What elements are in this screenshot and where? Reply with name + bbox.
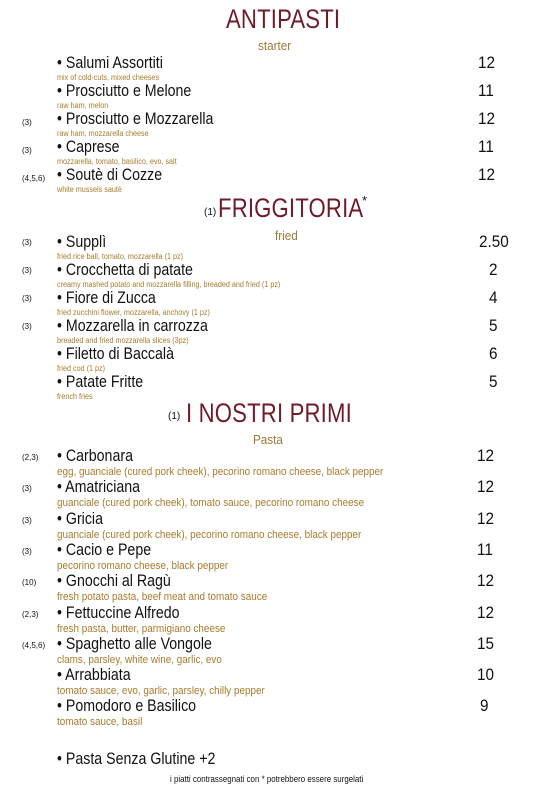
gluten-free-pasta-item: • Pasta Senza Glutine +2 [57, 750, 216, 768]
menu-item-description: guanciale (cured pork cheek), pecorino romano cheese, black pepper [57, 528, 362, 541]
section-title-primi: I NOSTRI PRIMI [186, 398, 352, 428]
menu-item-allergens: (3) [22, 266, 32, 275]
menu-item-name: • Fettuccine Alfredo [57, 603, 180, 622]
menu-item-description: white mussels sautè [57, 185, 122, 194]
menu-item-name: • Gricia [57, 509, 103, 528]
menu-item-name: • Caprese [57, 138, 120, 156]
menu-item-allergens: (3) [22, 294, 32, 303]
menu-item-price: 6 [489, 344, 498, 363]
menu-item-price: 11 [477, 539, 493, 559]
menu-item-price: 11 [478, 137, 494, 156]
menu-item-allergens: (4,5,6) [22, 640, 46, 650]
section-title-antipasti: ANTIPASTI [226, 4, 341, 34]
menu-item-description: guanciale (cured pork cheek), tomato sauce, pecorino romano cheese [57, 497, 365, 510]
menu-item-price: 5 [489, 316, 498, 335]
menu-item-price: 15 [477, 633, 495, 653]
menu-item-name: • Prosciutto e Melone [57, 82, 192, 100]
menu-item-description: creamy mashed potato and mozzarella filling, breaded and fried (1 pz) [57, 280, 281, 289]
menu-item-price: 5 [489, 372, 498, 391]
menu-item-description: pecorino romano cheese, black pepper [57, 559, 229, 572]
menu-item-price: 12 [477, 508, 495, 528]
menu-item-description: tomato sauce, evo, garlic, parsley, chilly pepper [57, 685, 265, 698]
menu-item-description: french fries [57, 392, 93, 401]
menu-item-allergens: (4,5,6) [22, 174, 46, 183]
menu-item-name: • Soutè di Cozze [57, 166, 163, 184]
menu-item-description: tomato sauce, basil [57, 716, 143, 729]
menu-item-allergens: (2,3) [22, 453, 39, 462]
menu-item-price: 12 [478, 53, 496, 72]
menu-item-price: 10 [477, 665, 495, 685]
menu-item-price: 12 [477, 571, 495, 591]
menu-item-name: • Pomodoro e Basilico [57, 697, 197, 716]
menu-item-description: mix of cold-cuts, mixed cheeses [57, 73, 160, 82]
menu-item-price: 2.50 [479, 232, 509, 251]
menu-item-price: 12 [477, 446, 495, 465]
menu-item-allergens: (3) [22, 484, 32, 494]
menu-item-price: 12 [478, 109, 496, 128]
menu-item-name: • Fiore di Zucca [57, 289, 156, 307]
menu-item-name: • Patate Fritte [57, 373, 144, 391]
menu-item-allergens: (10) [22, 578, 37, 588]
menu-item-allergens: (3) [22, 238, 32, 247]
section-mark-primi: (1) [168, 411, 181, 422]
menu-item-allergens: (3) [22, 118, 32, 127]
menu-item-name: • Mozzarella in carrozza [57, 317, 208, 335]
footer-note: i piatti contrassegnati con * potrebbero essere surgelati [170, 774, 364, 784]
menu-item-name: • Arrabbiata [57, 666, 131, 685]
frozen-star-mark: * [362, 193, 368, 208]
menu-item-description: mozzarella, tomato, basilico, evo, salt [57, 157, 177, 166]
section-subtitle-antipasti: starter [258, 38, 292, 53]
menu-item-name: • Cacio e Pepe [57, 540, 152, 559]
section-subtitle-friggitoria: fried [275, 228, 298, 243]
menu-item-description: clams, parsley, white wine, garlic, evo [57, 653, 222, 666]
menu-item-allergens: (2,3) [22, 609, 39, 619]
menu-item-price: 12 [477, 477, 495, 497]
menu-item-name: • Salumi Assortiti [57, 54, 163, 72]
menu-item-description: fried zucchini flower, mozzarella, anchovy (1 pz) [57, 308, 210, 317]
menu-item-name: • Prosciutto e Mozzarella [57, 110, 214, 128]
menu-item-price: 9 [480, 696, 489, 716]
menu-item-name: • Amatriciana [57, 478, 141, 497]
menu-item-allergens: (3) [22, 322, 32, 331]
menu-item-price: 2 [489, 260, 498, 279]
menu-item-name: • Carbonara [57, 447, 133, 465]
menu-item-name: • Filetto di Baccalà [57, 345, 174, 363]
menu-item-description: breaded and fried mozzarella slices (3pz) [57, 336, 189, 345]
menu-item-allergens: (3) [22, 515, 32, 525]
menu-item-description: raw ham, mozzarella cheese [57, 129, 149, 138]
section-title-friggitoria: FRIGGITORIA [218, 193, 364, 223]
menu-item-name: • Gnocchi al Ragù [57, 572, 171, 591]
menu-item-allergens: (3) [22, 146, 32, 155]
menu-item-price: 12 [477, 602, 495, 622]
menu-item-name: • Crocchetta di patate [57, 261, 193, 279]
menu-item-price: 12 [478, 165, 496, 184]
section-subtitle-primi: Pasta [253, 432, 283, 447]
menu-item-name: • Supplì [57, 233, 107, 251]
menu-item-description: fried rice ball, tomato, mozzarella (1 pz) [57, 252, 184, 261]
menu-item-price: 11 [478, 81, 494, 100]
section-mark-friggitoria: (1) [204, 207, 217, 218]
menu-item-allergens: (3) [22, 546, 32, 556]
menu-item-description: fresh pasta, butter, parmigiano cheese [57, 622, 226, 635]
menu-item-description: egg, guanciale (cured pork cheek), pecorino romano cheese, black pepper [57, 466, 384, 478]
menu-item-description: fried cod (1 pz) [57, 364, 106, 373]
menu-item-description: fresh potato pasta, beef meat and tomato sauce [57, 591, 268, 604]
menu-item-price: 4 [489, 288, 498, 307]
menu-item-name: • Spaghetto alle Vongole [57, 634, 212, 653]
menu-item-description: raw ham, melon [57, 101, 109, 110]
